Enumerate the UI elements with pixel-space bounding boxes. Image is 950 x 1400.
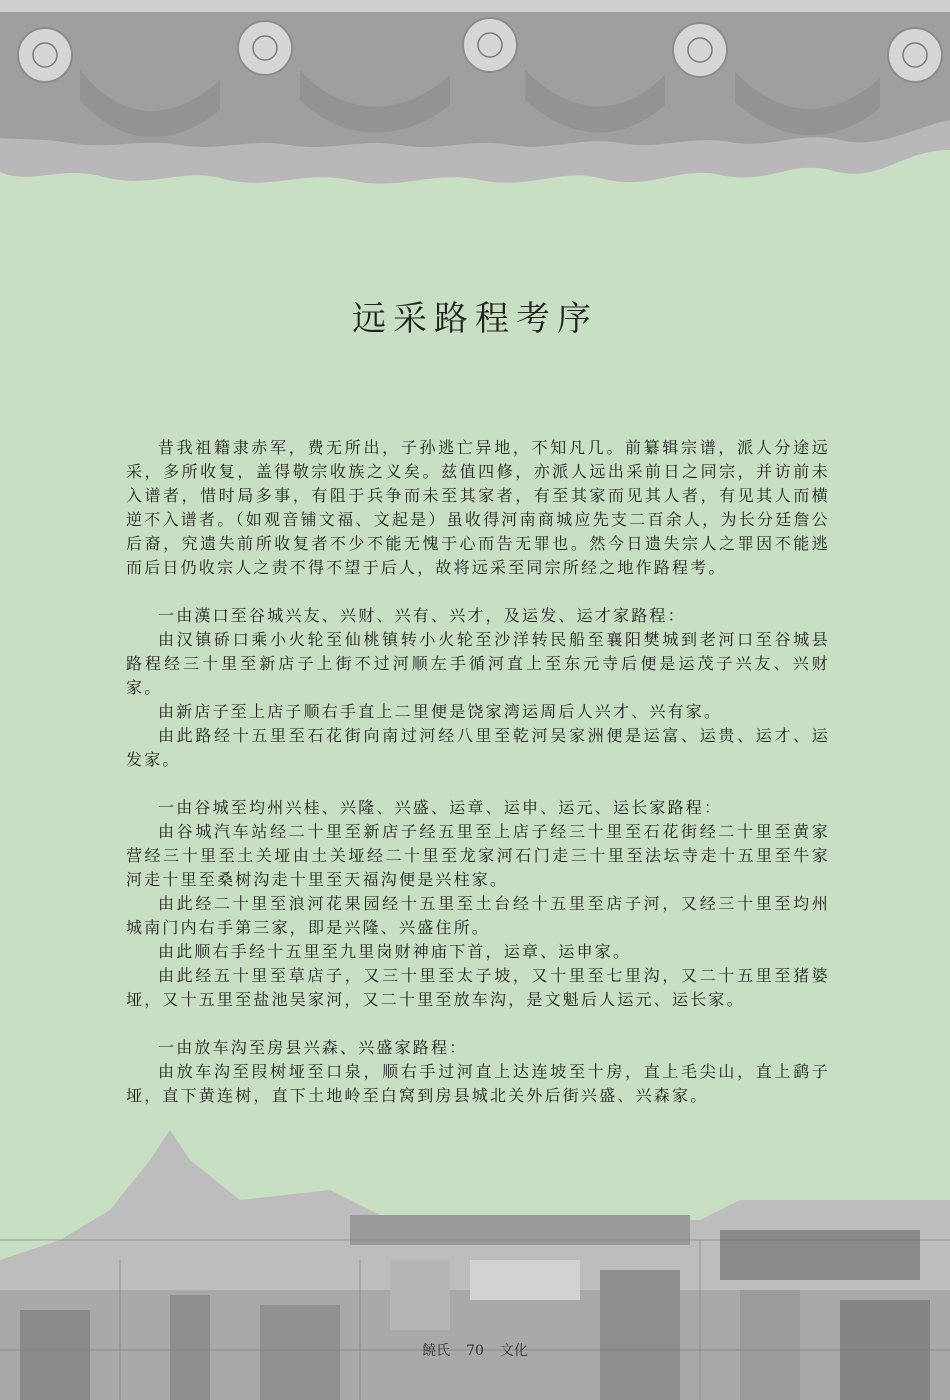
route-heading-1: 一由漢口至谷城兴友、兴财、兴有、兴才，及运发、运才家路程：: [158, 606, 686, 625]
route-paragraph: 由此顺右手经十五里至九里岗财神庙下首，运章、运申家。: [158, 942, 632, 961]
route-paragraph: 由放车沟至叚树垭至口泉，顺右手过河直上达连坡至十房，直上毛尖山，直上鹞子垭，直下黄连树，直下土地岭至白窝到房县城北关外后街兴盛、兴森家。: [126, 1062, 830, 1105]
route-heading-2: 一由谷城至均州兴桂、兴隆、兴盛、运章、运申、运元、运长家路程：: [158, 798, 723, 817]
footer-publication: 饒氏: [422, 1343, 451, 1359]
page-number: 70: [466, 1343, 484, 1359]
route-paragraph: 由谷城汽车站经二十里至新店子经五里至上店子经三十里至石花街经二十里至黄家营经三十里至土关垭由土关垭经二十里至龙家河石门走三十里至法坛寺走十五里至牛家河走十里至桑树沟走十里至天福沟便是兴柱家。: [126, 822, 830, 889]
route-heading-3: 一由放车沟至房县兴森、兴盛家路程：: [158, 1038, 468, 1057]
route-paragraph: 由此经五十里至草店子，又三十里至太子坡，又十里至七里沟，又二十五里至猪婆垭，又十五里至盐池吴家河，又二十里至放车沟，是文魁后人运元、运长家。: [126, 966, 830, 1009]
page-footer: [0, 1340, 950, 1360]
roof-tiles-decoration: [0, 0, 950, 200]
paragraph-preface: 昔我祖籍隶赤军，费无所出，子孙逃亡异地，不知凡几。前纂辑宗谱，派人分途远采，多所收复，盖得敬宗收族之义矣。兹值四修，亦派人远出采前日之同宗，并访前未入谱者，惜时局多事，有阻于兵争而未至其家者，有至其家而见其人者，有见其人而横逆不入谱者。（如观音铺文福、文起是）虽收得河南商城应先支二百余人，为长分廷詹公后裔，究遗失前所收复者不少不能无愧于心而告无罪也。然今日遗失宗人之罪因不能逃而后日仍收宗人之责不得不望于后人，故将远采至同宗所经之地作路程考。: [126, 438, 830, 577]
route-paragraph: 由新店子至上店子顺右手直上二里便是饶家湾运周后人兴才、兴有家。: [158, 702, 723, 721]
route-paragraph: 由此路经十五里至石花街向南过河经八里至乾河吴家洲便是运富、运贵、运才、运发家。: [126, 726, 830, 769]
footer-section: 文化: [499, 1343, 528, 1359]
route-paragraph: 由此经二十里至浪河花果园经十五里至土台经十五里至店子河，又经三十里至均州城南门内右手第三家，即是兴隆、兴盛住所。: [126, 894, 830, 937]
page-title: 远采路程考序: [352, 298, 598, 339]
article-body: [126, 436, 830, 1108]
route-paragraph: 由汉镇硚口乘小火轮至仙桃镇转小火轮至沙洋转民船至襄阳樊城到老河口至谷城县路程经三十里至新店子上街不过河顺左手循河直上至东元寺后便是运茂子兴友、兴财家。: [126, 630, 830, 697]
